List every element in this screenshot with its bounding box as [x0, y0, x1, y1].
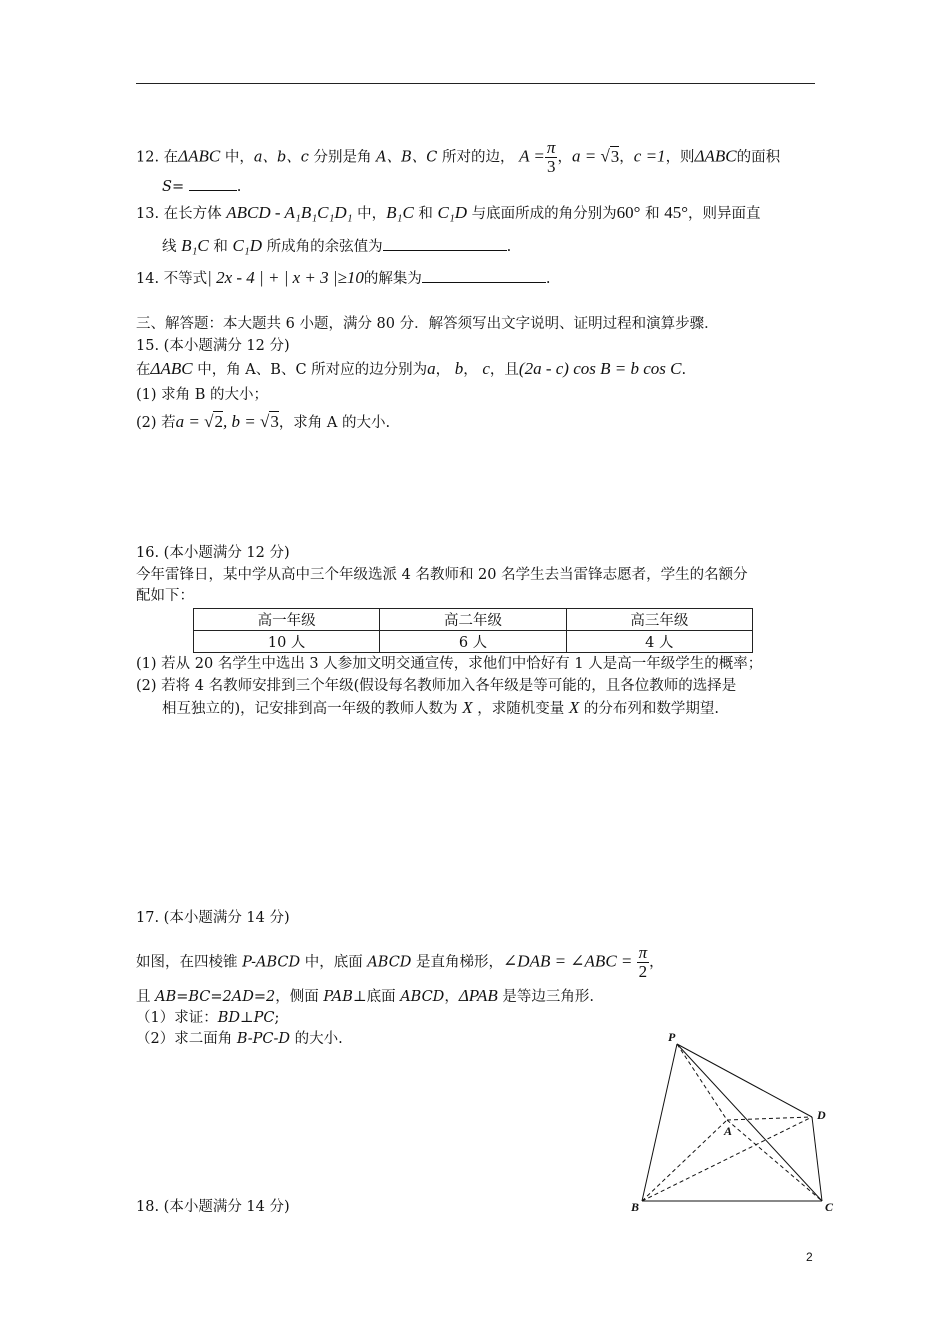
- q12-area-S: S: [162, 179, 172, 195]
- table-header-cell: 高二年级: [380, 609, 566, 631]
- q16-text: ，求随机变量: [477, 701, 565, 717]
- q17-heading: 17. (本小题满分 14 分): [136, 910, 290, 926]
- q12-pi-over-3: [545, 139, 558, 176]
- edge-BA: [642, 1120, 727, 1201]
- q12-angle-A: A =: [519, 146, 545, 166]
- q13-text: 13. 在长方体: [136, 206, 227, 222]
- q13-text: .: [506, 239, 512, 255]
- edge-AC: [727, 1120, 822, 1201]
- q17-text: ;: [274, 1010, 280, 1026]
- q12-line-1: [136, 139, 780, 176]
- q13-text: 和: [640, 206, 665, 222]
- q17-text: ，: [444, 989, 459, 1005]
- q14-line: [136, 268, 551, 289]
- q12-side-c: c =1: [633, 146, 666, 166]
- q15-text: ，且: [489, 362, 519, 378]
- q16-line-2: 配如下：: [136, 588, 194, 604]
- q17-bd-pc: BD⊥PC: [217, 1010, 275, 1026]
- q17-text: 中，底面: [300, 954, 368, 971]
- q17-dihedral: B-PC-D: [236, 1031, 291, 1047]
- vertex-label-D: D: [817, 1108, 826, 1122]
- q16-text: 相互独立的)，记安排到高一年级的教师人数为: [162, 701, 458, 717]
- q17-two: 2: [638, 962, 648, 981]
- q17-text: ，侧面: [275, 989, 324, 1005]
- q14-text: 14. 不等式: [136, 271, 208, 287]
- q13-text: 中，: [352, 206, 387, 222]
- edge-CD: [812, 1117, 822, 1201]
- table-header-cell: 高三年级: [566, 609, 752, 631]
- q17-line-1: [136, 944, 664, 981]
- q12-text: ，: [619, 149, 634, 166]
- q13-b1c: B₁C: [181, 236, 209, 255]
- vertex-label-B: B: [631, 1200, 640, 1214]
- edge-PA: [677, 1044, 727, 1120]
- q18-heading: 18. (本小题满分 14 分): [136, 1199, 290, 1215]
- vertex-label-C: C: [825, 1200, 834, 1214]
- q17-angles: ∠DAB = ∠ABC =: [503, 951, 637, 971]
- q17-base: ABCD: [367, 954, 412, 971]
- q12-triangle: ΔABC: [178, 146, 221, 166]
- q17-face-pab: PAB: [323, 989, 353, 1005]
- q15-eq-b: , b =: [222, 412, 260, 431]
- q16-line-1: 今年雷锋日，某中学从高中三个年级选派 4 名教师和 20 名学生去当雷锋志愿者，学生的名额分: [136, 567, 748, 583]
- q16-var-X: X: [568, 698, 580, 717]
- q17-line-2: [136, 986, 594, 1007]
- table-header-cell: 高一年级: [194, 609, 380, 631]
- q17-pi-over-2: [637, 944, 650, 981]
- table-cell: 4 人: [566, 631, 752, 653]
- q12-text: ，则: [665, 149, 695, 166]
- q13-line-2: [162, 236, 511, 257]
- q16-heading: 16. (本小题满分 12 分): [136, 545, 290, 561]
- q15-part-2: [136, 412, 390, 433]
- header-rule: [136, 83, 815, 84]
- q13-answer-blank[interactable]: [383, 236, 507, 251]
- q15-triangle: ΔABC: [150, 359, 193, 378]
- q17-text: 的大小.: [290, 1031, 343, 1047]
- q13-b1c: B₁C: [386, 203, 414, 222]
- table-cell: 6 人: [380, 631, 566, 653]
- q12-three: 3: [546, 157, 556, 176]
- q17-part-1: [136, 1008, 279, 1028]
- q12-triangle: ΔABC: [694, 146, 737, 166]
- q15-equation: (2a - c) cos B = b cos C: [518, 359, 682, 378]
- q15-text: .: [681, 362, 687, 378]
- q15-part-1: (1) 求角 B 的大小；: [136, 387, 269, 403]
- q15-b: b: [454, 359, 464, 378]
- q14-answer-blank[interactable]: [422, 268, 546, 283]
- q13-text: 和: [413, 206, 438, 222]
- q15-a: a: [427, 359, 436, 378]
- q13-c1d: C₁D: [232, 236, 262, 255]
- q15-text: 在: [136, 362, 151, 378]
- q12-sides: a、b、c: [253, 149, 309, 166]
- q16-var-X: X: [462, 698, 473, 717]
- q17-lengths: AB=BC=2AD=2: [155, 989, 276, 1005]
- q12-text: 所对的边，: [437, 149, 515, 166]
- q15-sqrt2: √2: [204, 412, 223, 431]
- q13-text: 所成角的余弦值为: [262, 239, 383, 255]
- q16-part-2-line-2: [162, 698, 719, 719]
- q12-text: 的面积: [736, 149, 781, 166]
- q16-quota-table: [193, 608, 753, 653]
- q14-text: .: [545, 271, 551, 287]
- q12-text: =: [171, 179, 189, 195]
- q15-text: (2) 若: [136, 415, 176, 431]
- q12-angles: A、B、C: [376, 149, 438, 166]
- q13-text: 与底面所成的角分别为: [467, 206, 617, 222]
- q15-c: c: [482, 359, 490, 378]
- q13-text: ，则异面直: [688, 206, 761, 222]
- q12-sqrt: √3: [600, 146, 620, 166]
- q17-text: 且: [136, 989, 156, 1005]
- vertex-label-A: A: [724, 1124, 733, 1138]
- q12-text: ，: [557, 149, 572, 166]
- q17-text: （1）求证：: [136, 1010, 218, 1026]
- q13-deg60: 60°: [616, 203, 641, 222]
- q17-text: ，: [649, 954, 664, 971]
- q12-sqrt3: 3: [610, 146, 620, 166]
- q15-eq-a: a =: [175, 412, 205, 431]
- edge-PD: [677, 1044, 812, 1117]
- q17-base: ABCD: [400, 989, 445, 1005]
- q17-pi: π: [638, 943, 648, 962]
- q17-text: 如图，在四棱锥: [136, 954, 243, 971]
- q12-text: 12. 在: [136, 149, 179, 166]
- vertex-label-P: P: [668, 1030, 676, 1044]
- q17-text: （2）求二面角: [136, 1031, 237, 1047]
- q17-part-2: [136, 1029, 343, 1049]
- q15-text: 中，角 A、B、C 所对应的边分别为: [192, 362, 428, 378]
- q12-answer-blank[interactable]: [189, 176, 237, 191]
- q15-sqrt3: √3: [259, 412, 279, 431]
- page-number: 2: [806, 1250, 813, 1264]
- q13-line-1: [136, 203, 761, 224]
- q15-text: ，求角 A 的大小.: [278, 415, 391, 431]
- q17-pyramid: P-ABCD: [242, 954, 301, 971]
- q13-text: 和: [208, 239, 233, 255]
- table-row: [194, 609, 753, 631]
- q13-solid: ABCD - A₁B₁C₁D₁: [226, 203, 353, 222]
- section-3-heading: 三、解答题：本大题共 6 小题，满分 80 分．解答须写出文字说明、证明过程和演算步骤．: [136, 316, 719, 332]
- edge-AD: [727, 1117, 812, 1120]
- q16-text: 的分布列和数学期望.: [583, 701, 719, 717]
- q14-inequality: | 2x - 4 | + | x + 3 |≥10: [207, 268, 364, 287]
- q16-part-2-line-1: (2) 若将 4 名教师安排到三个年级(假设每名教师加入各年级是等可能的，且各位教师的选择是: [136, 678, 737, 694]
- q17-text: ⊥底面: [352, 989, 401, 1005]
- q17-text: 是等边三角形.: [497, 989, 594, 1005]
- q12-text: .: [236, 179, 242, 195]
- q14-text: 的解集为: [363, 271, 422, 287]
- edge-PB: [642, 1044, 677, 1201]
- q12-pi: π: [546, 138, 556, 157]
- table-cell: 10 人: [194, 631, 380, 653]
- q12-side-a: a =: [571, 146, 601, 166]
- q15-sqrt2-arg: 2: [214, 412, 223, 431]
- q12-text: 分别是角: [308, 149, 377, 166]
- q15-sqrt3-arg: 3: [270, 412, 279, 431]
- q12-line-2: [162, 176, 241, 197]
- q16-part-1: (1) 若从 20 名学生中选出 3 人参加文明交通宣传，求他们中恰好有 1 人是高一年级学生的概率；: [136, 656, 763, 672]
- q17-pyramid-figure: [620, 1025, 850, 1225]
- q12-text: 中，: [220, 149, 254, 166]
- q17-text: 是直角梯形，: [411, 954, 504, 971]
- q15-heading: 15. (本小题满分 12 分): [136, 338, 290, 354]
- q17-triangle-pab: ΔPAB: [458, 986, 498, 1005]
- q13-deg45: 45°: [664, 203, 688, 222]
- q13-text: 线: [162, 239, 182, 255]
- table-row: [194, 631, 753, 653]
- q15-line-1: 在ΔABC 中，角 A、B、C 所对应的边分别为a， b， c，且(2a - c) cos B = b cos C.: [136, 359, 687, 378]
- q13-c1d: C₁D: [437, 203, 468, 222]
